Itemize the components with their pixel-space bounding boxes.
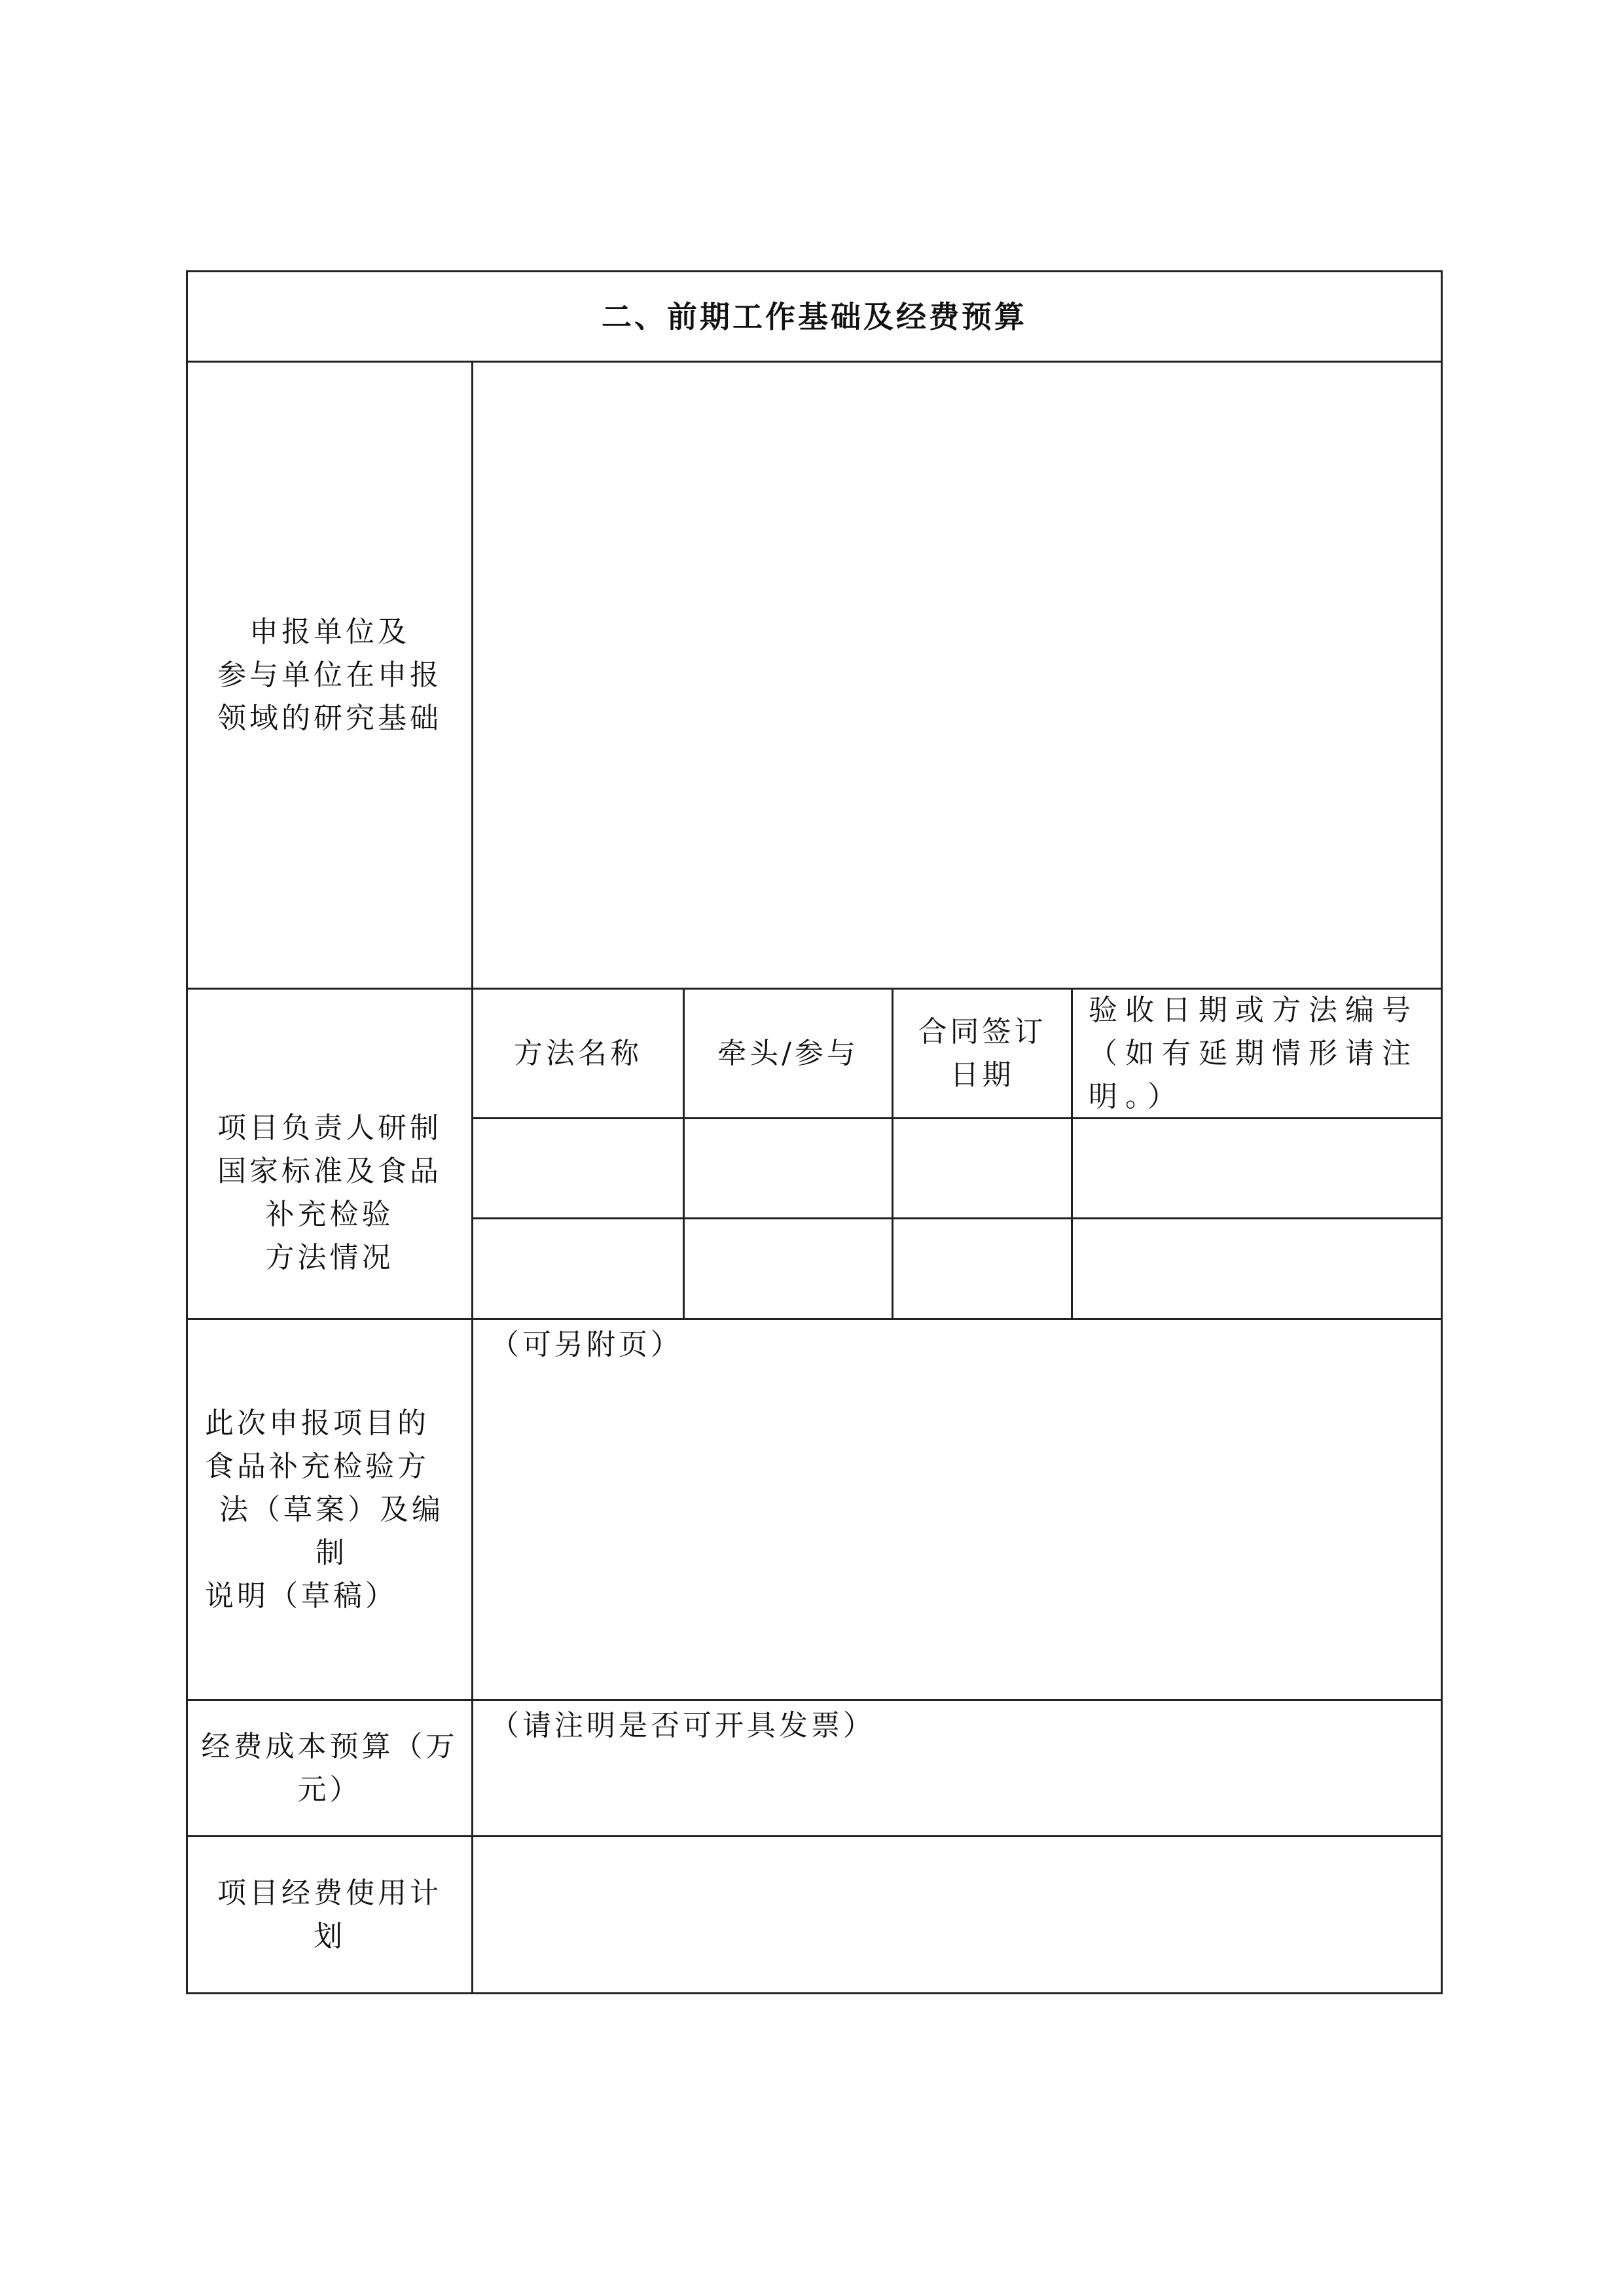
invoice-note: （请注明是否可开具发票） bbox=[490, 1709, 875, 1742]
label-line: 法（草案）及编制 bbox=[219, 1492, 444, 1570]
usage-plan-field[interactable] bbox=[473, 1837, 1441, 1992]
table-cell[interactable] bbox=[473, 1219, 683, 1318]
header-contract-date: 合同签订 日期 bbox=[918, 1014, 1047, 1092]
attach-pages-note: （可另附页） bbox=[490, 1328, 683, 1361]
label-line: 此次申报项目的 bbox=[205, 1406, 429, 1440]
label-line: 补充检验 bbox=[265, 1198, 394, 1231]
table-cell[interactable] bbox=[893, 1219, 1071, 1318]
section-title-text: 二、前期工作基础及经费预算 bbox=[602, 298, 1027, 334]
draft-method-field[interactable] bbox=[473, 1320, 1441, 1699]
label-line: 申报单位及 bbox=[249, 615, 410, 649]
budget-field[interactable] bbox=[473, 1701, 1441, 1835]
usage-plan-label bbox=[188, 1837, 471, 1992]
draft-method-label bbox=[188, 1320, 471, 1699]
header-role: 牵头/参与 bbox=[717, 1036, 859, 1070]
label-line: 划 bbox=[314, 1919, 346, 1953]
label-line: 国家标准及食品 bbox=[217, 1155, 442, 1188]
section-title bbox=[188, 272, 1441, 361]
label-line: 经费成本预算（万 bbox=[201, 1729, 458, 1763]
table-cell[interactable] bbox=[893, 1119, 1071, 1217]
label-line: 元） bbox=[297, 1772, 362, 1806]
label-line: 参与单位在申报 bbox=[217, 658, 442, 692]
research-basis-field[interactable] bbox=[473, 363, 1441, 988]
budget-label bbox=[188, 1701, 471, 1835]
table-cell[interactable] bbox=[473, 1119, 683, 1217]
table-cell[interactable] bbox=[1073, 1119, 1441, 1217]
table-cell[interactable] bbox=[685, 1219, 892, 1318]
label-line: 领域的研究基础 bbox=[217, 701, 442, 735]
label-line: 方法情况 bbox=[265, 1241, 394, 1274]
header-acceptance: 验收日期或方法编号 （如有延期情形请注 明。） bbox=[1089, 993, 1418, 1113]
table-cell[interactable] bbox=[685, 1119, 892, 1217]
header-method-name: 方法名称 bbox=[514, 1036, 642, 1070]
label-line: 说明（草稿） bbox=[205, 1579, 397, 1613]
leader-experience-label bbox=[188, 990, 471, 1318]
label-line: 项目负责人研制 bbox=[217, 1111, 442, 1145]
table-cell[interactable] bbox=[1073, 1219, 1441, 1318]
label-line: 食品补充检验方 bbox=[205, 1449, 429, 1483]
research-basis-label bbox=[188, 363, 471, 988]
label-line: 项目经费使用计 bbox=[217, 1876, 442, 1910]
